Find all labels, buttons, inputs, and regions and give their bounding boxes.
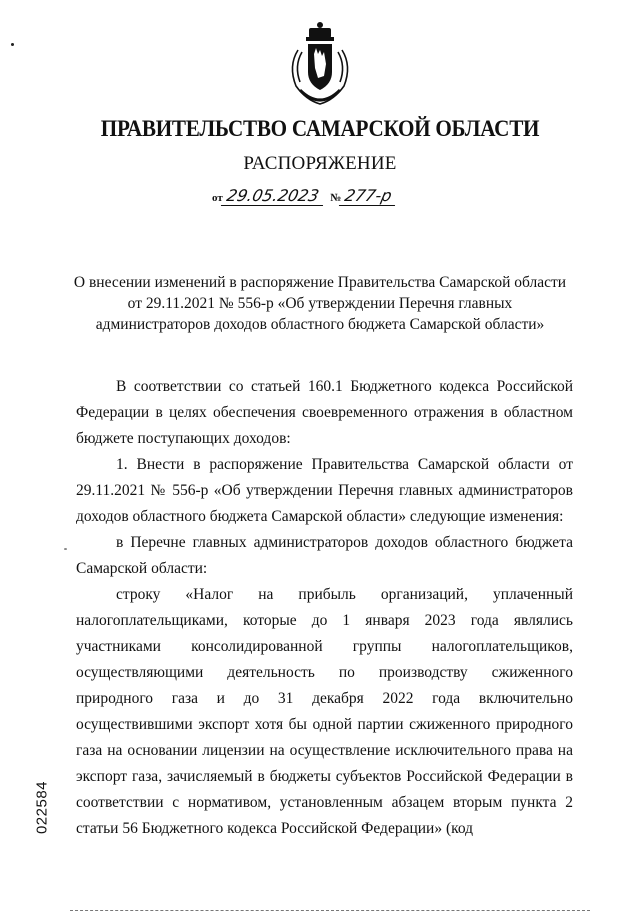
scan-speck	[11, 43, 14, 46]
body-paragraph: строку «Налог на прибыль организаций, уплаченный налогоплательщиками, которые до 1 января 2023 года являлись участниками консолидированной группы налогоплательщиков, осуществляющими деятельность по производству сжиженного природного газа и до 31 декабря 2022 года включительно осуществившими экспорт хотя бы одной партии сжиженного природного газа на основании лицензии на осуществление исключительного права на экспорт газа, зачисляемый в бюджеты субъектов Российской Федерации в соответствии с нормативом, установленным абзацем вторым пункта 2 статьи 56 Бюджетного кодекса Российской Федерации» (код	[76, 586, 573, 837]
margin-stamp-number: 022584	[33, 780, 51, 835]
body-paragraph: 1. Внести в распоряжение Правительства Самарской области от 29.11.2021 № 556-р «Об утверждении Перечня главных администраторов доходов областного бюджета Самарской области» следующие изменения:	[76, 456, 573, 525]
document-date: 29.05.2023	[221, 186, 327, 206]
document-subject: О внесении изменений в распоряжение Правительства Самарской области от 29.11.2021 № 556-р «Об утверждении Перечня главных администраторов доходов областного бюджета Самарской области»	[73, 274, 567, 333]
organization-title: ПРАВИТЕЛЬСТВО САМАРСКОЙ ОБЛАСТИ	[100, 116, 540, 141]
scan-speck	[64, 548, 67, 550]
date-prefix: от	[212, 192, 223, 204]
margin-stamp	[34, 772, 50, 842]
date-number-line	[212, 186, 398, 206]
number-prefix: №	[330, 192, 342, 204]
body-paragraph: в Перечне главных администраторов доходов областного бюджета Самарской области:	[76, 534, 573, 577]
body-paragraph: В соответствии со статьей 160.1 Бюджетного кодекса Российской Федерации в целях обеспечения своевременного отражения в областном бюджете поступающих доходов:	[76, 378, 573, 447]
coat-of-arms-icon	[284, 20, 356, 106]
document-number: 277-р	[339, 186, 400, 206]
document-type: РАСПОРЯЖЕНИЕ	[243, 153, 397, 174]
document-body	[76, 374, 573, 842]
page-bottom-rule	[70, 910, 590, 911]
